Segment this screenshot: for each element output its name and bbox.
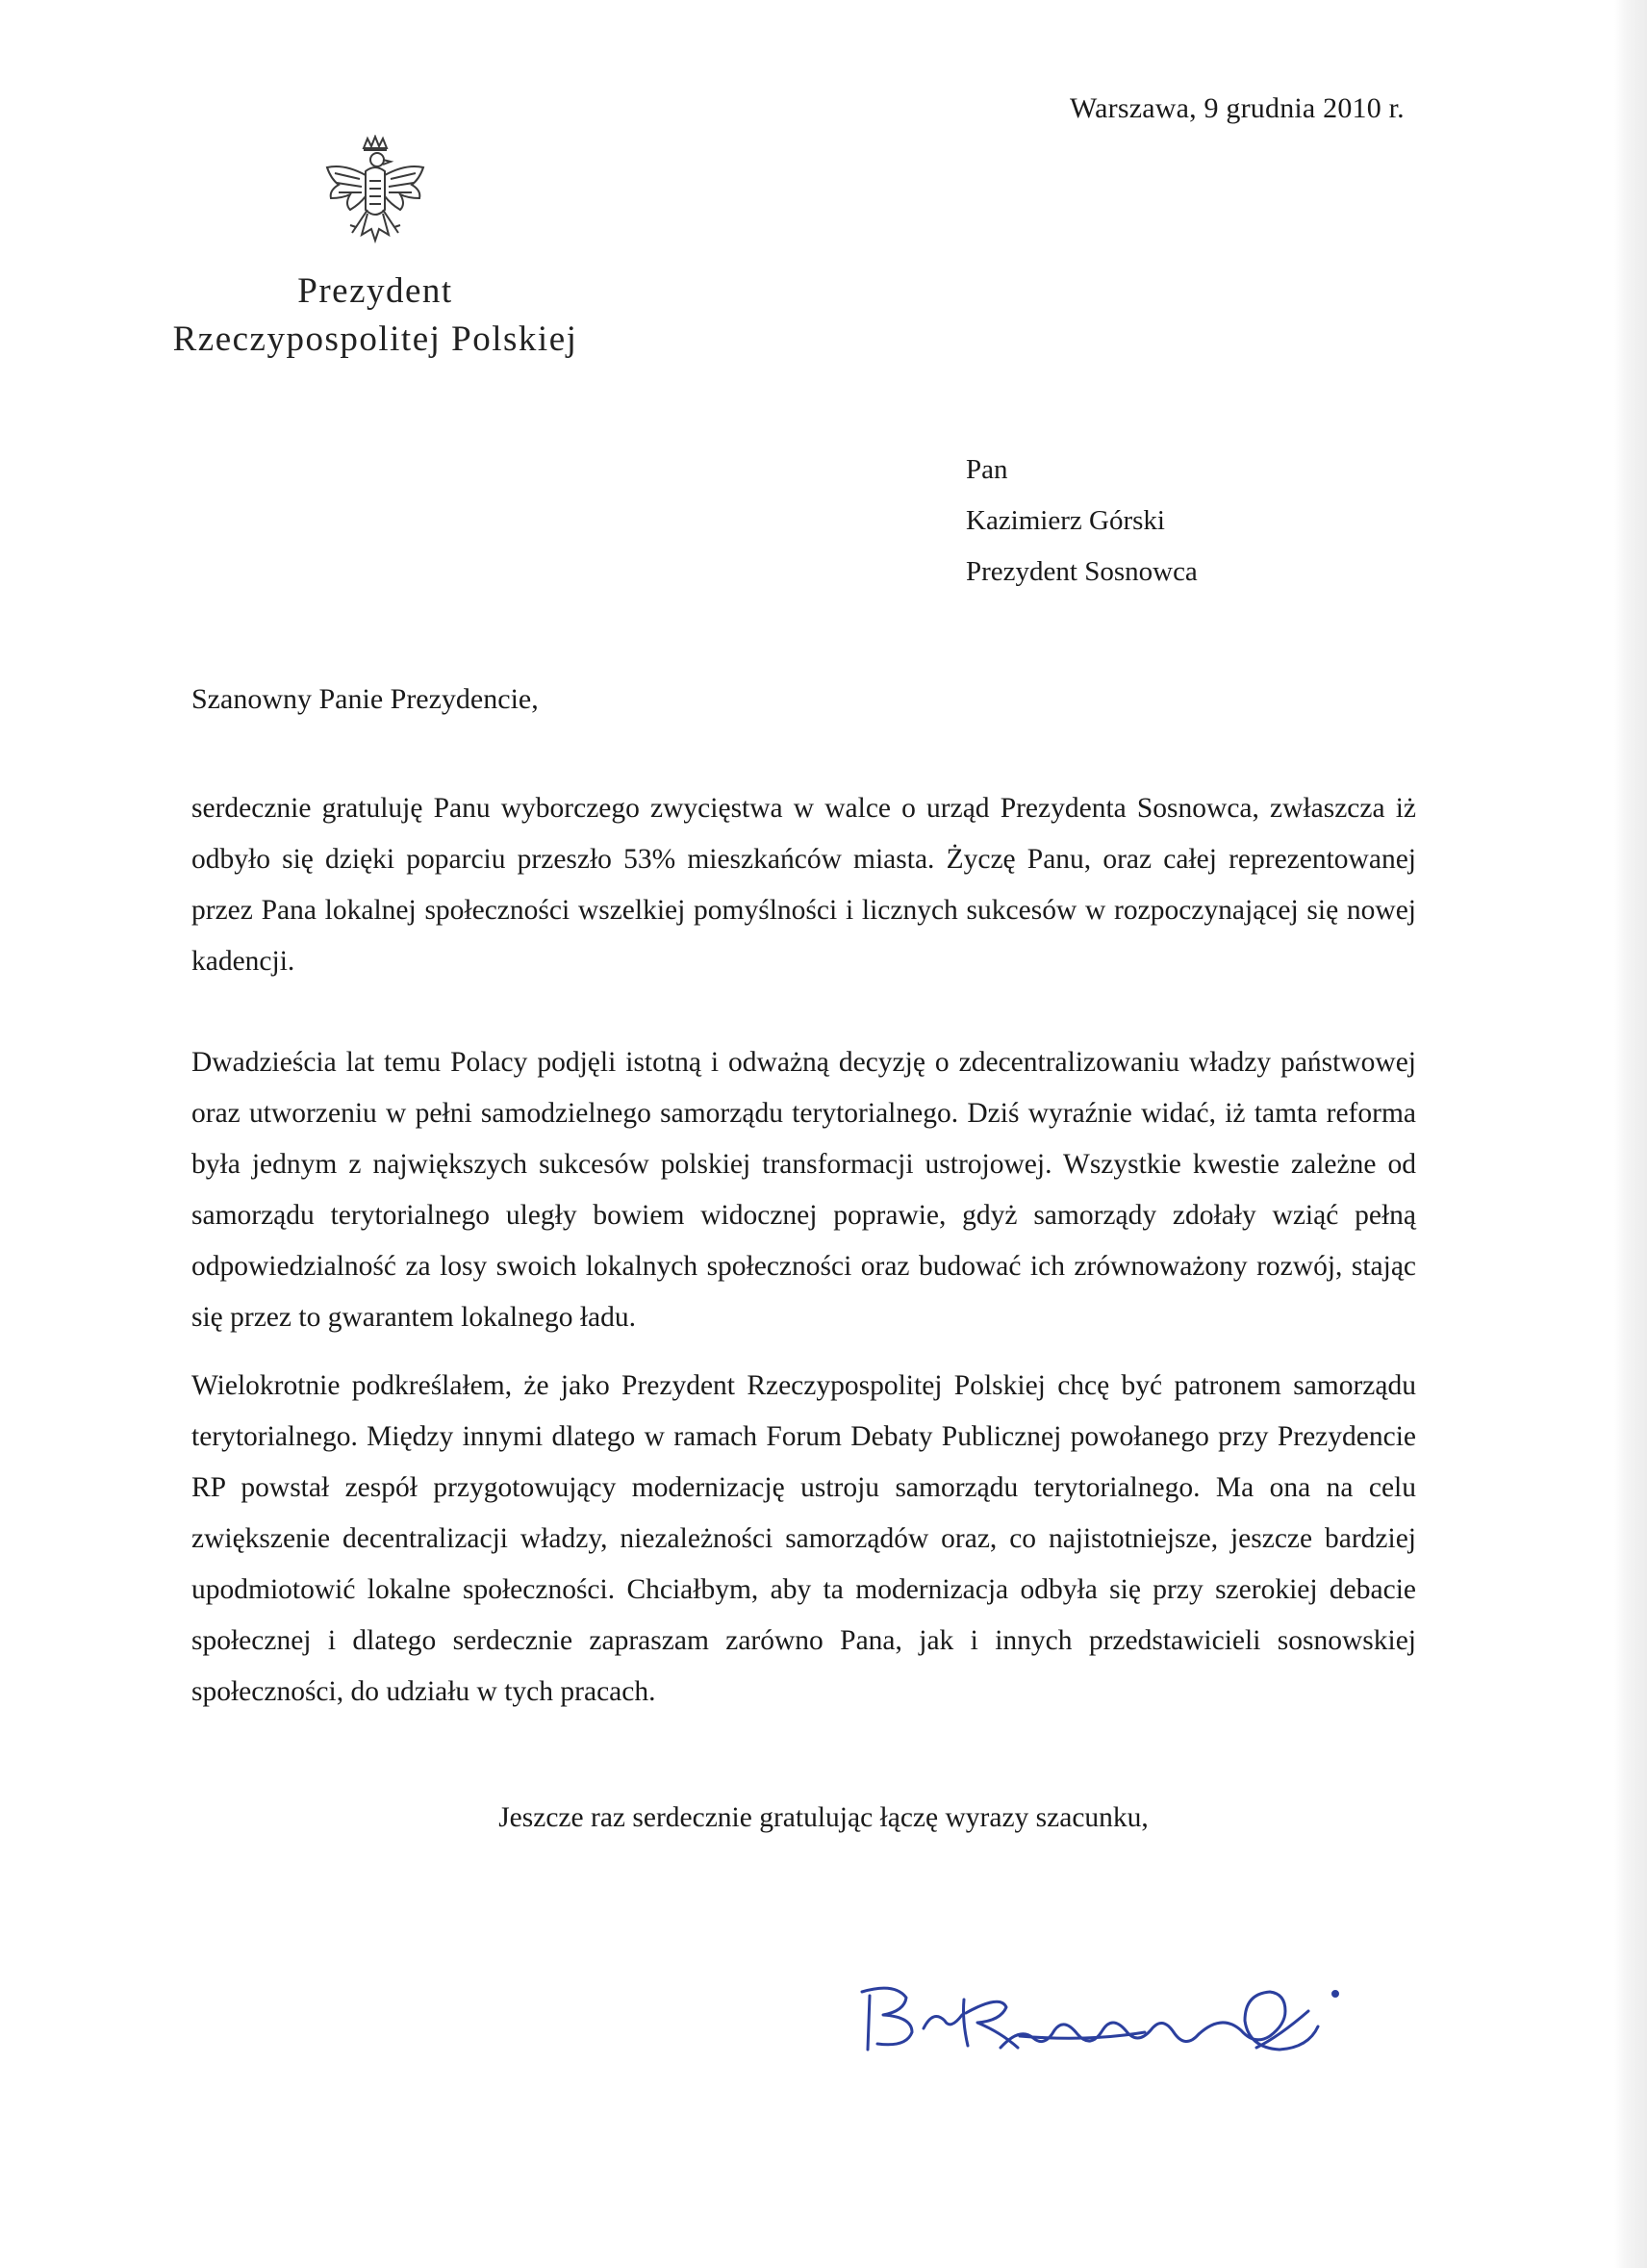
closing-line: Jeszcze raz serdecznie gratulując łączę wyrazy szacunku, xyxy=(498,1802,1149,1833)
office-title-line2: Rzeczypospolitej Polskiej xyxy=(172,319,578,359)
office-title xyxy=(0,268,750,364)
body-paragraph-3: Wielokrotnie podkreślałem, że jako Prezydent Rzeczypospolitej Polskiej chcę być patronem samorządu terytorialnego. Między innymi dlatego w ramach Forum Debaty Publicznej powołanego przy Prezydencie RP powstał zespół przygotowujący modernizację ustroju samorządu terytorialnego. Ma ona na celu zwiększenie decentralizacji władzy, niezależności samorządów oraz, co najistotniejsze, jeszcze bardziej upodmiotowić lokalne społeczności. Chciałbym, aby ta modernizacja odbyła się przy szerokiej debacie społecznej i dlatego serdecznie zapraszam zarówno Pana, jak i innych przedstawicieli sosnowskiej społeczności, do udziału w tych pracach. xyxy=(191,1370,1416,1707)
recipient-block xyxy=(966,445,1198,598)
recipient-name: Kazimierz Górski xyxy=(966,505,1165,536)
polish-white-eagle-emblem-icon xyxy=(317,135,433,260)
scan-edge-shadow xyxy=(1614,0,1647,2268)
recipient-title: Prezydent Sosnowca xyxy=(966,556,1198,587)
salutation: Szanowny Panie Prezydencie, xyxy=(191,683,539,715)
date-line: Warszawa, 9 grudnia 2010 r. xyxy=(1070,92,1405,124)
body-paragraph-2: Dwadzieścia lat temu Polacy podjęli istotną i odważną decyzję o zdecentralizowaniu władzy państwowej oraz utworzeniu w pełni samodzielnego samorządu terytorialnego. Dziś wyraźnie widać, iż tamta reforma była jednym z największych sukcesów polskiej transformacji ustrojowej. Wszystkie kwestie zależne od samorządu terytorialnego uległy bowiem widocznej poprawie, gdyż samorządy zdołały wziąć pełną odpowiedzialność za losy swoich lokalnych społeczności oraz budować ich zrównoważony rozwój, stając się przez to gwarantem lokalnego ładu. xyxy=(191,1047,1416,1333)
handwritten-signature-icon xyxy=(856,1953,1395,2059)
recipient-line1: Pan xyxy=(966,454,1008,485)
office-title-line1: Prezydent xyxy=(297,271,453,311)
body-paragraph-1: serdecznie gratuluję Panu wyborczego zwycięstwa w walce o urząd Prezydenta Sosnowca, zwłaszcza iż odbyło się dzięki poparciu przeszło 53% mieszkańców miasta. Życzę Panu, oraz całej reprezentowanej przez Pana lokalnej społeczności wszelkiej pomyślności i licznych sukcesów w rozpoczynającej się nowej kadencji. xyxy=(191,793,1416,977)
